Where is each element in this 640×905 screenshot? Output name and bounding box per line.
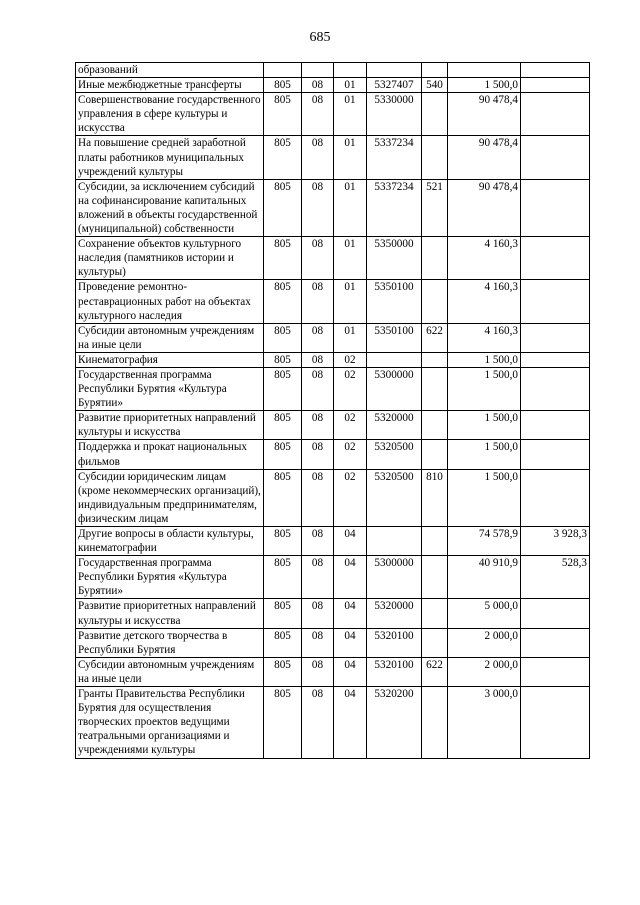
ministry-code-cell: 805 [264, 136, 302, 179]
amount-cell: 4 160,3 [448, 323, 521, 352]
target-article-cell: 5327407 [367, 78, 422, 93]
amount-extra-cell [521, 93, 590, 136]
amount-extra-cell [521, 352, 590, 367]
budget-table [75, 62, 590, 759]
row-name-cell: Субсидии автономным учреждениям на иные цели [76, 657, 264, 686]
amount-cell: 40 910,9 [448, 556, 521, 599]
row-name-cell: Сохранение объектов культурного наследия (памятников истории и культуры) [76, 237, 264, 280]
subsection-code-cell: 02 [334, 411, 367, 440]
subsection-code-cell: 01 [334, 179, 367, 236]
budget-rows [76, 63, 590, 759]
row-name-cell: Государственная программа Республики Бурятия «Культура Бурятии» [76, 556, 264, 599]
subsection-code-cell: 01 [334, 93, 367, 136]
subsection-code-cell: 01 [334, 323, 367, 352]
table-row [76, 63, 590, 78]
ministry-code-cell: 805 [264, 556, 302, 599]
section-code-cell: 08 [302, 527, 334, 556]
table-row [76, 556, 590, 599]
expense-type-cell [422, 527, 448, 556]
table-row [76, 93, 590, 136]
section-code-cell: 08 [302, 280, 334, 323]
section-code-cell: 08 [302, 657, 334, 686]
target-article-cell: 5320000 [367, 599, 422, 628]
ministry-code-cell: 805 [264, 657, 302, 686]
row-name-cell: Поддержка и прокат национальных фильмов [76, 440, 264, 469]
table-row [76, 179, 590, 236]
table-row [76, 136, 590, 179]
target-article-cell: 5350000 [367, 237, 422, 280]
table-row [76, 78, 590, 93]
expense-type-cell [422, 556, 448, 599]
amount-cell: 1 500,0 [448, 469, 521, 526]
section-code-cell: 08 [302, 352, 334, 367]
table-row [76, 657, 590, 686]
section-code-cell: 08 [302, 93, 334, 136]
expense-type-cell: 810 [422, 469, 448, 526]
table-row [76, 440, 590, 469]
section-code-cell: 08 [302, 367, 334, 410]
target-article-cell: 5320100 [367, 628, 422, 657]
ministry-code-cell: 805 [264, 527, 302, 556]
amount-cell: 1 500,0 [448, 440, 521, 469]
table-row [76, 323, 590, 352]
ministry-code-cell: 805 [264, 469, 302, 526]
row-name-cell: Проведение ремонтно-реставрационных работ на объектах культурного наследия [76, 280, 264, 323]
subsection-code-cell: 01 [334, 136, 367, 179]
target-article-cell: 5320100 [367, 657, 422, 686]
expense-type-cell [422, 63, 448, 78]
row-name-cell: Развитие детского творчества в Республики Бурятия [76, 628, 264, 657]
ministry-code-cell: 805 [264, 367, 302, 410]
target-article-cell: 5300000 [367, 556, 422, 599]
table-row [76, 628, 590, 657]
table-row [76, 280, 590, 323]
section-code-cell: 08 [302, 469, 334, 526]
amount-extra-cell [521, 179, 590, 236]
target-article-cell: 5337234 [367, 179, 422, 236]
amount-extra-cell [521, 136, 590, 179]
amount-extra-cell [521, 280, 590, 323]
ministry-code-cell: 805 [264, 280, 302, 323]
expense-type-cell [422, 411, 448, 440]
ministry-code-cell: 805 [264, 93, 302, 136]
amount-extra-cell [521, 63, 590, 78]
expense-type-cell [422, 352, 448, 367]
row-name-cell: Гранты Правительства Республики Бурятия для осуществления творческих проектов ведущими театральными организациями и учреждениями культуры [76, 687, 264, 758]
amount-cell [448, 63, 521, 78]
amount-extra-cell [521, 657, 590, 686]
subsection-code-cell: 04 [334, 556, 367, 599]
amount-extra-cell [521, 411, 590, 440]
subsection-code-cell: 01 [334, 237, 367, 280]
expense-type-cell: 622 [422, 323, 448, 352]
section-code-cell [302, 63, 334, 78]
section-code-cell: 08 [302, 599, 334, 628]
row-name-cell: Субсидии, за исключением субсидий на софинансирование капитальных вложений в объекты государственной (муниципальной) собственности [76, 179, 264, 236]
section-code-cell: 08 [302, 411, 334, 440]
amount-cell: 90 478,4 [448, 93, 521, 136]
amount-extra-cell [521, 687, 590, 758]
expense-type-cell [422, 599, 448, 628]
table-row [76, 237, 590, 280]
amount-cell: 1 500,0 [448, 411, 521, 440]
target-article-cell: 5320500 [367, 440, 422, 469]
amount-cell: 2 000,0 [448, 628, 521, 657]
section-code-cell: 08 [302, 237, 334, 280]
amount-extra-cell [521, 323, 590, 352]
subsection-code-cell [334, 63, 367, 78]
amount-extra-cell [521, 469, 590, 526]
section-code-cell: 08 [302, 628, 334, 657]
amount-extra-cell [521, 78, 590, 93]
ministry-code-cell: 805 [264, 78, 302, 93]
amount-cell: 1 500,0 [448, 78, 521, 93]
amount-cell: 90 478,4 [448, 136, 521, 179]
amount-cell: 4 160,3 [448, 280, 521, 323]
expense-type-cell [422, 136, 448, 179]
section-code-cell: 08 [302, 556, 334, 599]
ministry-code-cell: 805 [264, 599, 302, 628]
ministry-code-cell: 805 [264, 628, 302, 657]
subsection-code-cell: 04 [334, 599, 367, 628]
target-article-cell [367, 352, 422, 367]
row-name-cell: Другие вопросы в области культуры, кинематографии [76, 527, 264, 556]
table-row [76, 469, 590, 526]
row-name-cell: Развитие приоритетных направлений культуры и искусства [76, 599, 264, 628]
amount-cell: 5 000,0 [448, 599, 521, 628]
expense-type-cell [422, 280, 448, 323]
subsection-code-cell: 02 [334, 469, 367, 526]
target-article-cell: 5350100 [367, 323, 422, 352]
ministry-code-cell: 805 [264, 440, 302, 469]
section-code-cell: 08 [302, 136, 334, 179]
page-number: 685 [309, 30, 331, 45]
ministry-code-cell [264, 63, 302, 78]
target-article-cell: 5320500 [367, 469, 422, 526]
expense-type-cell [422, 440, 448, 469]
expense-type-cell [422, 237, 448, 280]
table-row [76, 687, 590, 758]
amount-cell: 2 000,0 [448, 657, 521, 686]
target-article-cell: 5337234 [367, 136, 422, 179]
row-name-cell: Субсидии юридическим лицам (кроме некоммерческих организаций), индивидуальным предпринимателям, физическим лицам [76, 469, 264, 526]
target-article-cell: 5320000 [367, 411, 422, 440]
row-name-cell: Развитие приоритетных направлений культуры и искусства [76, 411, 264, 440]
amount-cell: 74 578,9 [448, 527, 521, 556]
amount-extra-cell [521, 599, 590, 628]
section-code-cell: 08 [302, 78, 334, 93]
subsection-code-cell: 04 [334, 687, 367, 758]
target-article-cell: 5350100 [367, 280, 422, 323]
amount-extra-cell [521, 367, 590, 410]
subsection-code-cell: 01 [334, 280, 367, 323]
row-name-cell: На повышение средней заработной платы работников муниципальных учреждений культуры [76, 136, 264, 179]
ministry-code-cell: 805 [264, 323, 302, 352]
section-code-cell: 08 [302, 323, 334, 352]
amount-extra-cell [521, 237, 590, 280]
ministry-code-cell: 805 [264, 687, 302, 758]
subsection-code-cell: 02 [334, 352, 367, 367]
row-name-cell: Совершенствование государственного управления в сфере культуры и искусства [76, 93, 264, 136]
target-article-cell [367, 63, 422, 78]
expense-type-cell: 521 [422, 179, 448, 236]
table-row [76, 411, 590, 440]
subsection-code-cell: 04 [334, 527, 367, 556]
amount-extra-cell [521, 440, 590, 469]
section-code-cell: 08 [302, 687, 334, 758]
row-name-cell: Иные межбюджетные трансферты [76, 78, 264, 93]
row-name-cell: Кинематография [76, 352, 264, 367]
target-article-cell: 5330000 [367, 93, 422, 136]
subsection-code-cell: 01 [334, 78, 367, 93]
ministry-code-cell: 805 [264, 179, 302, 236]
target-article-cell: 5300000 [367, 367, 422, 410]
section-code-cell: 08 [302, 440, 334, 469]
amount-extra-cell: 3 928,3 [521, 527, 590, 556]
ministry-code-cell: 805 [264, 237, 302, 280]
amount-extra-cell: 528,3 [521, 556, 590, 599]
expense-type-cell [422, 93, 448, 136]
expense-type-cell [422, 687, 448, 758]
row-name-cell: Субсидии автономным учреждениям на иные цели [76, 323, 264, 352]
table-row [76, 527, 590, 556]
subsection-code-cell: 02 [334, 440, 367, 469]
amount-cell: 1 500,0 [448, 352, 521, 367]
subsection-code-cell: 02 [334, 367, 367, 410]
expense-type-cell: 540 [422, 78, 448, 93]
target-article-cell [367, 527, 422, 556]
ministry-code-cell: 805 [264, 352, 302, 367]
amount-cell: 90 478,4 [448, 179, 521, 236]
amount-cell: 3 000,0 [448, 687, 521, 758]
amount-cell: 4 160,3 [448, 237, 521, 280]
expense-type-cell [422, 367, 448, 410]
table-row [76, 352, 590, 367]
subsection-code-cell: 04 [334, 628, 367, 657]
expense-type-cell [422, 628, 448, 657]
target-article-cell: 5320200 [367, 687, 422, 758]
amount-cell: 1 500,0 [448, 367, 521, 410]
section-code-cell: 08 [302, 179, 334, 236]
subsection-code-cell: 04 [334, 657, 367, 686]
row-name-cell: Государственная программа Республики Бурятия «Культура Бурятии» [76, 367, 264, 410]
ministry-code-cell: 805 [264, 411, 302, 440]
row-name-cell: образований [76, 63, 264, 78]
table-row [76, 367, 590, 410]
table-row [76, 599, 590, 628]
expense-type-cell: 622 [422, 657, 448, 686]
amount-extra-cell [521, 628, 590, 657]
